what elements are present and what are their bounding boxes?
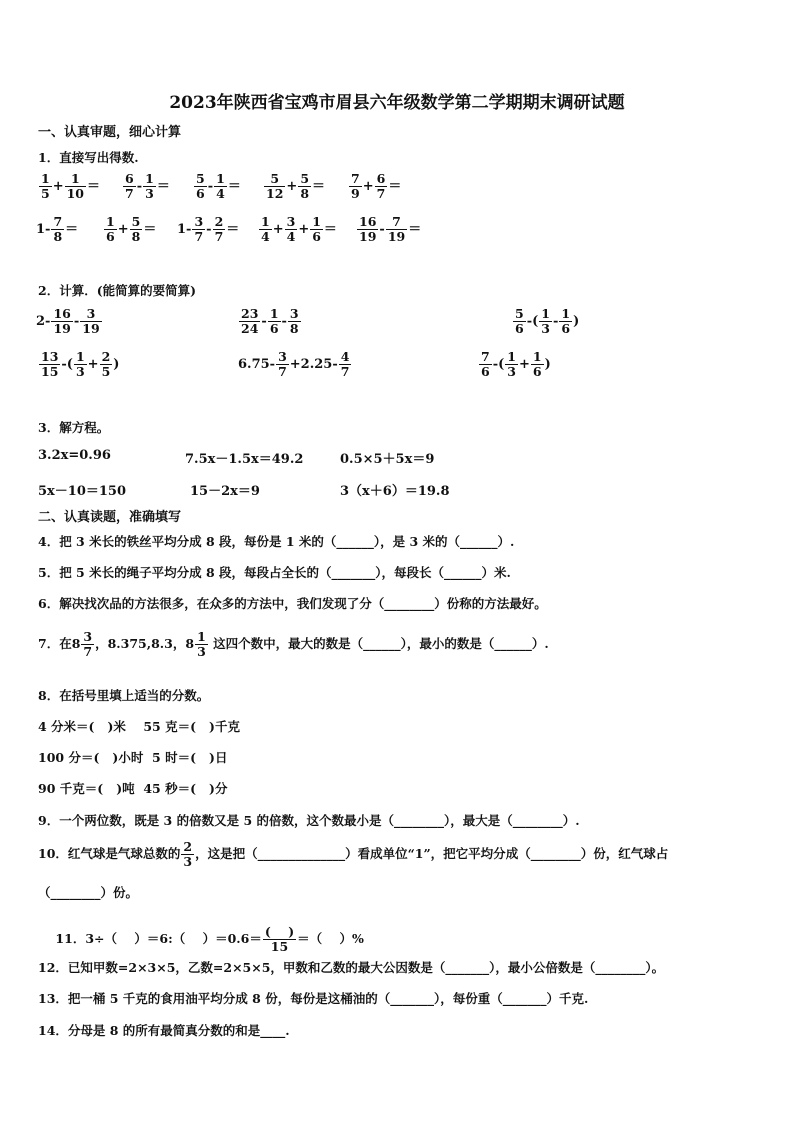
fraction: $\frac{1}{6}$ <box>106 214 115 244</box>
fraction: $\frac{2}{7}$ <box>214 214 224 244</box>
q2-expr-2: $\frac{23}{24}$ - $\frac{1}{6}$ - $\frac{3}{8}$ <box>241 306 299 336</box>
equation: 3.2x=0.96 <box>38 448 111 463</box>
fraction: $\frac{1}{10}$ <box>66 171 85 201</box>
fraction: $\frac{7}{6}$ <box>481 349 490 379</box>
fraction: $\frac{5}{6}$ <box>515 306 524 336</box>
fraction: $\frac{1}{5}$ <box>41 171 50 201</box>
fraction: $\frac{3}{19}$ <box>82 306 100 336</box>
question-5: 5．把 5 米长的绳子平均分成 8 段，每段占全长的（_______），每段长（______）米. <box>38 565 511 580</box>
fraction: $\frac{5}{6}$ <box>196 171 205 201</box>
fraction: $\frac{1}{6}$ <box>269 306 279 336</box>
question-11: 11．3÷（ ）＝6:（ ）＝0.6＝ $\frac{( )}{15}$ ＝（ ）% <box>55 924 364 954</box>
fraction: $\frac{1}{6}$ <box>561 306 571 336</box>
q1-expr-10: $\frac{16}{19}$ - $\frac{7}{19}$ ＝ <box>359 214 422 244</box>
question-10-line-2: （________）份。 <box>38 885 139 900</box>
q2-expr-5: 6.75- $\frac{3}{7}$ +2.25- $\frac{4}{7}$ <box>238 349 350 379</box>
fraction: $\frac{7}{19}$ <box>387 214 406 244</box>
fraction: $\frac{16}{19}$ <box>53 306 71 336</box>
equation: 3（x＋6）＝19.8 <box>340 484 450 499</box>
q1-expr-5: $\frac{7}{9}$ + $\frac{6}{7}$ ＝ <box>351 171 402 201</box>
fraction: $\frac{1}{4}$ <box>216 171 225 201</box>
q1-expr-4: $\frac{5}{12}$ + $\frac{5}{8}$ ＝ <box>266 171 326 201</box>
q1-expr-6: 1- $\frac{7}{8}$ ＝ <box>36 214 79 244</box>
question-12: 12．已知甲数=2×3×5，乙数=2×5×5，甲数和乙数的最大公因数是（_______），最小公倍数是（________）。 <box>38 960 665 975</box>
fraction: $\frac{5}{12}$ <box>266 171 284 201</box>
fraction: $\frac{5}{8}$ <box>300 171 310 201</box>
fraction: $\frac{4}{7}$ <box>340 349 350 379</box>
q1-expr-8: 1- $\frac{3}{7}$ - $\frac{2}{7}$ ＝ <box>177 214 240 244</box>
fraction: $\frac{3}{4}$ <box>286 214 296 244</box>
question-4: 4．把 3 米长的铁丝平均分成 8 段，每份是 1 米的（______），是 3 米的（______）. <box>38 534 515 549</box>
question-7: 7．在8 $\frac{3}{7}$ ，8.375,8.3，8 $\frac{1}{3}$ 这四个数中，最大的数是（______），最小的数是（______）. <box>38 629 549 659</box>
fraction: $\frac{1}{3}$ <box>507 349 516 379</box>
fraction: $\frac{1}{6}$ <box>532 349 542 379</box>
section-2-heading: 二、认真读题，准确填写 <box>38 510 182 525</box>
question-3-label: 3．解方程。 <box>38 420 110 435</box>
q2-expr-4: $\frac{13}{15}$ -( $\frac{1}{3}$ + $\frac{2}{5}$ ) <box>41 349 120 379</box>
equation: 15－2x＝9 <box>190 484 260 499</box>
q1-expr-2: $\frac{6}{7}$ - $\frac{1}{3}$ ＝ <box>125 171 170 201</box>
equation: 5x－10＝150 <box>38 484 127 499</box>
question-8-line: 4 分米＝( )米 55 克＝( )千克 <box>38 719 240 734</box>
fraction: $\frac{1}{3}$ <box>541 306 550 336</box>
fraction: $\frac{7}{9}$ <box>351 171 360 201</box>
fraction: $\frac{1}{6}$ <box>312 214 321 244</box>
fraction: $\frac{6}{7}$ <box>376 171 386 201</box>
fraction: $\frac{16}{19}$ <box>359 214 377 244</box>
q1-expr-3: $\frac{5}{6}$ - $\frac{1}{4}$ ＝ <box>196 171 241 201</box>
fraction: $\frac{3}{7}$ <box>83 629 93 659</box>
question-9: 9．一个两位数，既是 3 的倍数又是 5 的倍数，这个数最小是（________），最大是（________）. <box>38 813 580 828</box>
question-8-line: 90 千克＝( )吨 45 秒＝( )分 <box>38 781 228 796</box>
q2-expr-1: 2- $\frac{16}{19}$ - $\frac{3}{19}$ <box>36 306 100 336</box>
fraction: $\frac{1}{3}$ <box>75 349 85 379</box>
question-13: 13．把一桶 5 千克的食用油平均分成 8 份，每份是这桶油的（_______），每份重（_______）千克. <box>38 991 589 1006</box>
fraction: $\frac{3}{7}$ <box>194 214 204 244</box>
fraction: $\frac{13}{15}$ <box>41 349 59 379</box>
section-1-heading: 一、认真审题，细心计算 <box>38 125 182 140</box>
fraction: $\frac{1}{4}$ <box>261 214 270 244</box>
question-8-line: 100 分＝( )小时 5 时＝( )日 <box>38 750 228 765</box>
q1-expr-1: $\frac{1}{5}$ + $\frac{1}{10}$ ＝ <box>41 171 101 201</box>
fraction: $\frac{1}{3}$ <box>145 171 154 201</box>
question-14: 14．分母是 8 的所有最简真分数的和是____. <box>38 1023 290 1038</box>
fraction: $\frac{5}{8}$ <box>131 214 141 244</box>
fraction: $\frac{( )}{15}$ <box>264 924 295 954</box>
fraction: $\frac{2}{5}$ <box>101 349 111 379</box>
equation: 7.5x－1.5x＝49.2 <box>185 452 304 467</box>
question-6: 6．解决找次品的方法很多，在众多的方法中，我们发现了分（________）份称的方法最好。 <box>38 596 547 611</box>
fraction: $\frac{6}{7}$ <box>125 171 134 201</box>
equation: 0.5×5＋5x＝9 <box>340 452 435 467</box>
page-title: 2023年陕西省宝鸡市眉县六年级数学第二学期期末调研试题 <box>169 93 625 113</box>
fraction: $\frac{1}{3}$ <box>197 629 206 659</box>
fraction: $\frac{7}{8}$ <box>53 214 63 244</box>
fraction: $\frac{3}{8}$ <box>289 306 299 336</box>
q1-expr-7: $\frac{1}{6}$ + $\frac{5}{8}$ ＝ <box>106 214 157 244</box>
q1-expr-9: $\frac{1}{4}$ + $\frac{3}{4}$ + $\frac{1}{6}$ ＝ <box>261 214 337 244</box>
question-2-label: 2．计算．(能简算的要简算) <box>38 283 197 298</box>
fraction: $\frac{2}{3}$ <box>183 839 193 869</box>
q2-expr-6: $\frac{7}{6}$ -( $\frac{1}{3}$ + $\frac{1}{6}$ ) <box>481 349 551 379</box>
q2-expr-3: $\frac{5}{6}$ -( $\frac{1}{3}$ - $\frac{1}{6}$ ) <box>515 306 580 336</box>
question-8-label: 8．在括号里填上适当的分数。 <box>38 688 210 703</box>
fraction: $\frac{23}{24}$ <box>241 306 259 336</box>
fraction: $\frac{3}{7}$ <box>278 349 287 379</box>
question-10: 10．红气球是气球总数的 $\frac{2}{3}$ ，这是把（______________）看成单位“1”，把它平均分成（________）份，红气球占 <box>38 839 669 869</box>
question-1-label: 1．直接写出得数. <box>38 150 139 165</box>
